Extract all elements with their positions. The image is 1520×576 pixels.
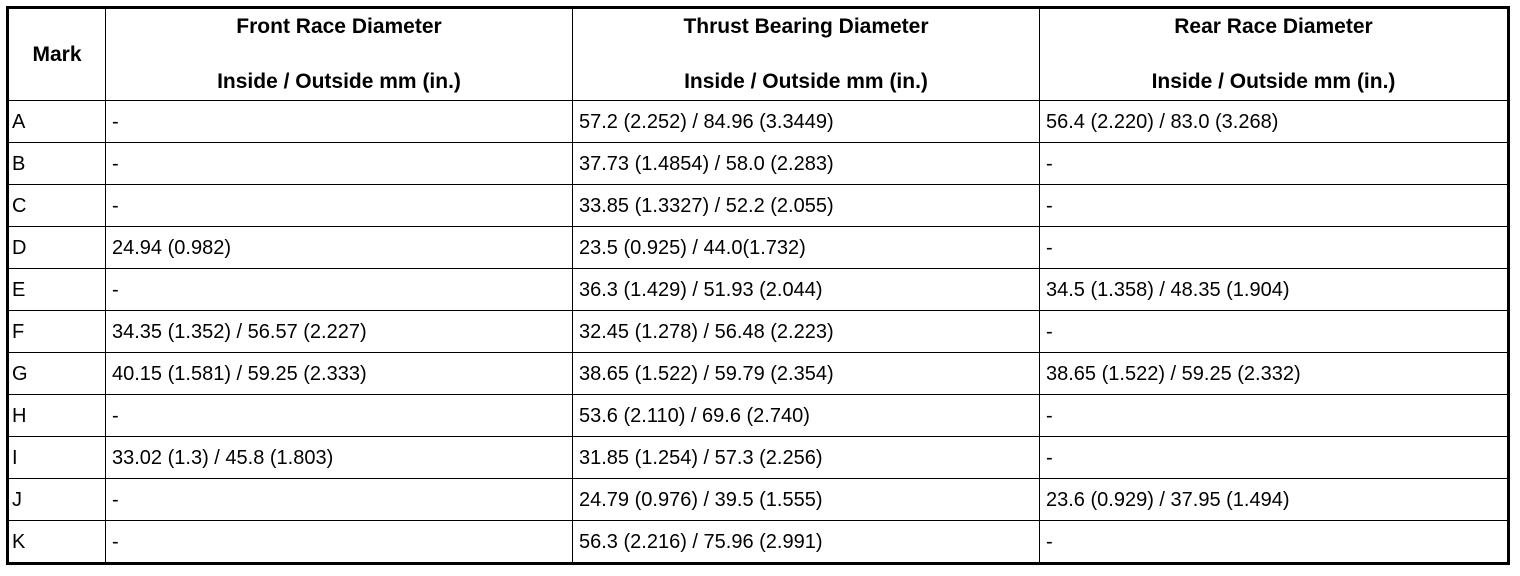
table-row [8,353,1509,395]
cell-mark: K [8,521,106,564]
cell-mark: J [8,479,106,521]
cell-thrust-bearing: 56.3 (2.216) / 75.96 (2.991) [573,521,1040,564]
cell-thrust-bearing: 32.45 (1.278) / 56.48 (2.223) [573,311,1040,353]
table-row [8,101,1509,143]
table-row [8,395,1509,437]
cell-rear-race: - [1040,521,1509,564]
cell-mark: F [8,311,106,353]
cell-front-race: - [106,269,573,311]
cell-mark: B [8,143,106,185]
cell-front-race: - [106,143,573,185]
cell-thrust-bearing: 31.85 (1.254) / 57.3 (2.256) [573,437,1040,479]
table-row [8,521,1509,564]
cell-front-race: - [106,101,573,143]
cell-front-race: - [106,479,573,521]
header-thrust-bearing-units: Inside / Outside mm (in.) [684,70,928,93]
cell-mark: E [8,269,106,311]
cell-thrust-bearing: 23.5 (0.925) / 44.0(1.732) [573,227,1040,269]
header-front-race-title: Front Race Diameter [236,15,442,38]
header-rear-race-units: Inside / Outside mm (in.) [1151,70,1396,93]
cell-rear-race: - [1040,143,1509,185]
table-row [8,185,1509,227]
cell-mark: A [8,101,106,143]
cell-mark: D [8,227,106,269]
cell-rear-race: - [1040,395,1509,437]
cell-rear-race: - [1040,227,1509,269]
header-row [8,8,1509,101]
table-body [8,101,1509,564]
header-thrust-bearing-title: Thrust Bearing Diameter [683,15,929,38]
cell-front-race: 33.02 (1.3) / 45.8 (1.803) [106,437,573,479]
cell-front-race: 34.35 (1.352) / 56.57 (2.227) [106,311,573,353]
header-thrust-bearing [573,8,1040,101]
cell-mark: I [8,437,106,479]
cell-front-race: - [106,521,573,564]
cell-thrust-bearing: 24.79 (0.976) / 39.5 (1.555) [573,479,1040,521]
cell-front-race: - [106,395,573,437]
header-front-race-units: Inside / Outside mm (in.) [217,70,461,93]
header-mark: Mark [8,8,106,101]
table-row [8,143,1509,185]
cell-thrust-bearing: 57.2 (2.252) / 84.96 (3.3449) [573,101,1040,143]
cell-rear-race: 23.6 (0.929) / 37.95 (1.494) [1040,479,1509,521]
cell-thrust-bearing: 36.3 (1.429) / 51.93 (2.044) [573,269,1040,311]
table-header [8,8,1509,101]
cell-thrust-bearing: 33.85 (1.3327) / 52.2 (2.055) [573,185,1040,227]
table-row [8,479,1509,521]
cell-front-race: 24.94 (0.982) [106,227,573,269]
header-front-race [106,8,573,101]
table-row [8,227,1509,269]
cell-rear-race: 38.65 (1.522) / 59.25 (2.332) [1040,353,1509,395]
cell-rear-race: 56.4 (2.220) / 83.0 (3.268) [1040,101,1509,143]
cell-rear-race: 34.5 (1.358) / 48.35 (1.904) [1040,269,1509,311]
header-rear-race-title: Rear Race Diameter [1174,15,1373,38]
cell-front-race: - [106,185,573,227]
cell-mark: H [8,395,106,437]
cell-thrust-bearing: 53.6 (2.110) / 69.6 (2.740) [573,395,1040,437]
cell-rear-race: - [1040,185,1509,227]
cell-mark: G [8,353,106,395]
cell-thrust-bearing: 37.73 (1.4854) / 58.0 (2.283) [573,143,1040,185]
table-row [8,269,1509,311]
table-row [8,437,1509,479]
table-row [8,311,1509,353]
cell-mark: C [8,185,106,227]
bearing-diameter-table [6,6,1510,565]
cell-rear-race: - [1040,437,1509,479]
cell-thrust-bearing: 38.65 (1.522) / 59.79 (2.354) [573,353,1040,395]
cell-front-race: 40.15 (1.581) / 59.25 (2.333) [106,353,573,395]
header-rear-race [1040,8,1509,101]
cell-rear-race: - [1040,311,1509,353]
